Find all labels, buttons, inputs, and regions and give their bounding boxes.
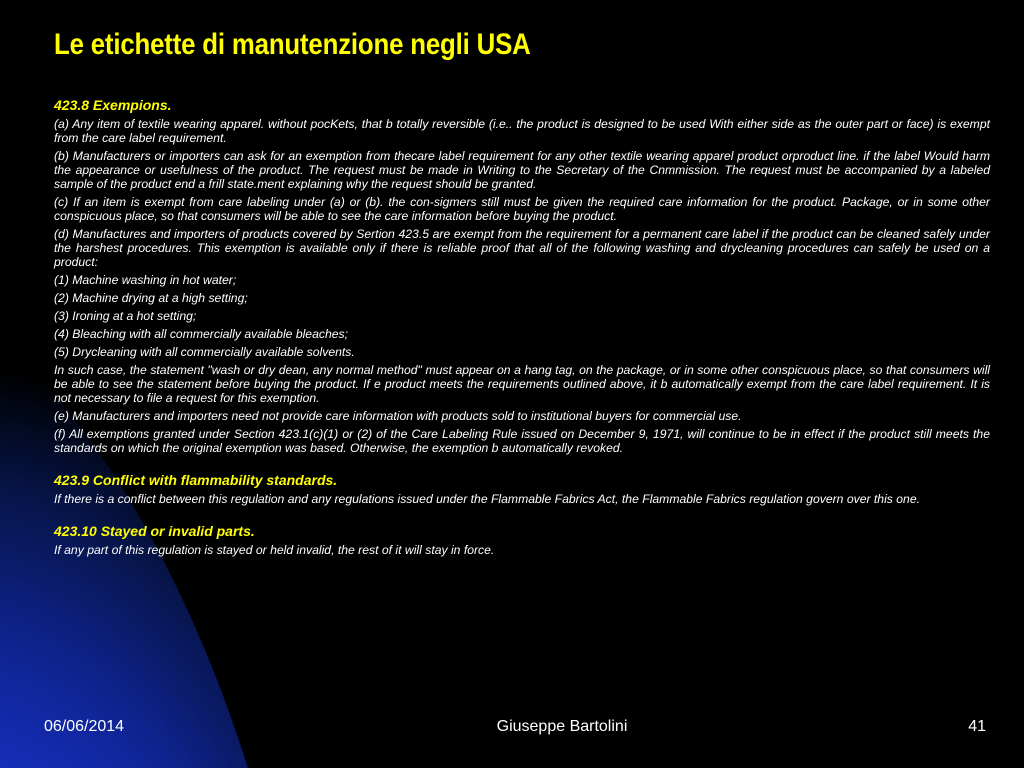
paragraph: (c) If an item is exempt from care labeling under (a) or (b). the con-sigmers still must be given the required care information for the product. Package, or in some other conspicuous place, so that consumers will be able to see the care information before buying the product. [54, 195, 990, 223]
section-heading: 423.8 Exempions. [54, 97, 172, 113]
section-heading: 423.9 Conflict with flammability standards. [54, 472, 338, 488]
paragraph: (a) Any item of textile wearing apparel. without pocKets, that b totally reversible (i.e.. the product is designed to be used With either side as the outer part or face) is exempt from the care label requirement. [54, 117, 990, 145]
footer-author: Giuseppe Bartolini [496, 718, 628, 735]
footer-page-number: 41 [968, 718, 986, 735]
list-item: (4) Bleaching with all commercially available bleaches; [54, 327, 348, 341]
paragraph: If any part of this regulation is stayed or held invalid, the rest of it will stay in force. [54, 543, 495, 557]
paragraph: If there is a conflict between this regulation and any regulations issued under the Flammable Fabrics Act, the Flammable Fabrics regulation govern over this one. [54, 492, 920, 506]
paragraph: In such case, the statement "wash or dry dean, any normal method" must appear on a hang tag, on the package, or in some other conspicuous place, so that consumers will be able to see the statement before buying the product. If e product meets the requirements outlined above, it b automatically exempt from the care label requirement. It is not necessary to file a request for this exemption. [54, 363, 990, 405]
slide-title: Le etichette di manutenzione negli USA [54, 28, 531, 61]
section-heading: 423.10 Stayed or invalid parts. [54, 523, 255, 539]
paragraph: (e) Manufacturers and importers need not provide care information with products sold to institutional buyers for commercial use. [54, 409, 742, 423]
list-item: (3) Ironing at a hot setting; [54, 309, 197, 323]
paragraph: (f) All exemptions granted under Section 423.1(c)(1) or (2) of the Care Labeling Rule issued on December 9, 1971, will continue to be in effect if the product still meets the standards on which the original exemption was based. Otherwise, the exemption b automatically revoked. [54, 427, 990, 455]
paragraph: (b) Manufacturers or importers can ask for an exemption from thecare label requirement for any other textile wearing apparel product orproduct line. if the label Would harm the appearance or usefulness of the product. The request must be made in Writing to the Secretary of the Cnmmission. The request must be accompanied by a labeled sample of the product end a frill state.ment explaining why the request should be granted. [54, 149, 990, 191]
list-item: (5) Drycleaning with all commercially available solvents. [54, 345, 355, 359]
list-item: (1) Machine washing in hot water; [54, 273, 237, 287]
footer-date: 06/06/2014 [44, 718, 125, 735]
list-item: (2) Machine drying at a high setting; [54, 291, 248, 305]
slide-body [54, 98, 990, 561]
paragraph: (d) Manufactures and importers of products covered by Sertion 423.5 are exempt from the requirement for a permanent care label if the product can be cleaned safely under the harshest procedures. This exemption is available only if there is reliable proof that all of the following washing and drycleaning procedures can safely be used on a product: [54, 227, 990, 269]
